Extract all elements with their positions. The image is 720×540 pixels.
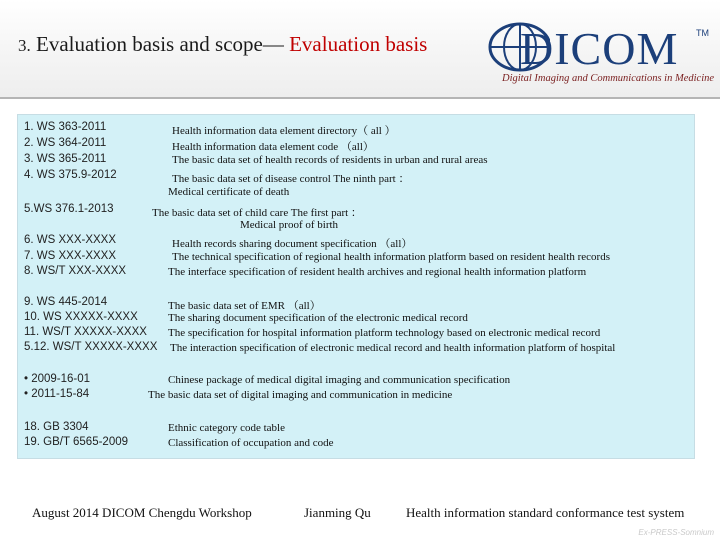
standard-label: 10. WS XXXXX-XXXX [24,311,138,323]
logo-tagline: Digital Imaging and Communications in Medicine [502,73,715,84]
standard-label: 6. WS XXX-XXXX [24,234,117,246]
title-number: 3. [18,36,31,55]
standard-desc: The interaction specification of electronic medical record and health information platform of hospital [170,342,616,354]
standard-desc: Ethnic category code table [168,422,285,434]
title-main: Evaluation basis and scope— [36,32,284,56]
standard-label: 11. WS/T XXXXX-XXXX [24,326,147,338]
footer-event: August 2014 DICOM Chengdu Workshop [32,505,252,520]
standard-desc: Medical proof of birth [240,219,339,231]
standard-desc: The technical specification of regional health information platform based on resident health records [172,251,611,263]
dicom-logo [480,20,716,88]
standard-label: 5.12. WS/T XXXXX-XXXX [24,341,158,353]
title-highlight: Evaluation basis [289,32,428,56]
standard-label: 4. WS 375.9-2012 [24,169,117,181]
standard-desc: The basic data set of disease control The ninth part ： [172,173,410,185]
standard-desc: Medical certificate of death [168,186,290,198]
standard-label: • 2011-15-84 [24,388,90,400]
standard-desc: Health information data element code （all） [172,141,374,153]
standard-label: 18. GB 3304 [24,421,89,433]
standard-label: 5.WS 376.1-2013 [24,203,114,215]
standard-desc: The basic data set of EMR （all） [168,300,321,312]
standard-desc: The basic data set of health records of residents in urban and rural areas [172,154,488,166]
standard-label: 1. WS 363-2011 [24,121,107,133]
standard-desc: The interface specification of resident health archives and regional health information platform [168,266,587,278]
watermark: Ex-PRESS-Somnium [638,528,714,537]
standard-desc: The basic data set of digital imaging and communication in medicine [148,389,453,401]
standard-desc: The sharing document specification of the electronic medical record [168,312,468,324]
standard-desc: Health records sharing document specification （all） [172,238,413,250]
standard-desc: Classification of occupation and code [168,437,334,449]
standard-label: 9. WS 445-2014 [24,296,108,308]
standard-label: • 2009-16-01 [24,373,91,385]
standard-label: 19. GB/T 6565-2009 [24,436,128,448]
slide-title [18,32,427,57]
standard-desc: The specification for hospital information platform technology based on electronic medical record [168,327,601,339]
slide-header [0,0,720,99]
standard-label: 7. WS XXX-XXXX [24,250,117,262]
logo-trademark: TM [696,28,709,38]
standard-desc: Health information data element directory（ all ） [172,125,396,137]
standard-desc: The basic data set of child care The first part ： [152,207,362,219]
logo-wordmark: DICOM [520,23,679,74]
standard-label: 2. WS 364-2011 [24,137,107,149]
standard-desc: Chinese package of medical digital imaging and communication specification [168,374,511,386]
standard-label: 8. WS/T XXX-XXXX [24,265,127,277]
footer-topic: Health information standard conformance test system [406,505,685,520]
standards-panel [17,114,695,459]
standard-label: 3. WS 365-2011 [24,153,107,165]
footer-author: Jianming Qu [304,505,371,520]
